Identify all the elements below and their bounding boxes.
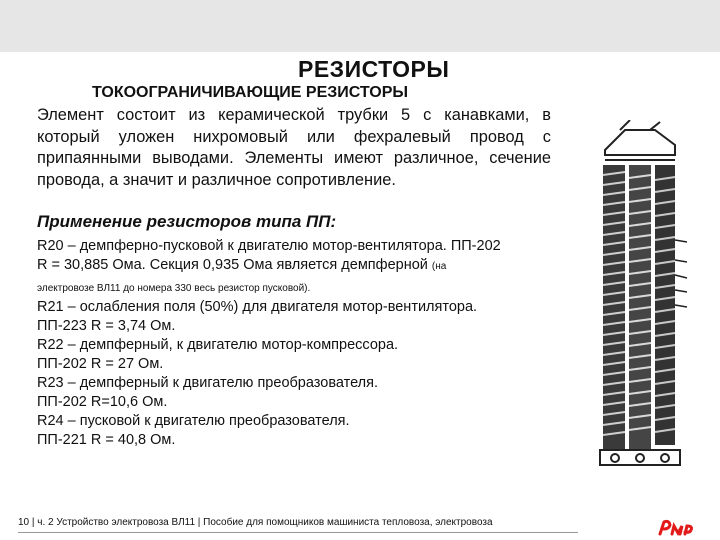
description-paragraph: Элемент состоит из керамической трубки 5 с канавками, в который уложен нихромовый или фехралевый провод с припаянными выводами. Элементы имеют различное, сечение провода, а значит и различное сопротивление. bbox=[37, 106, 551, 189]
footer-text: 10 | ч. 2 Устройство электровоза ВЛ11 | Пособие для помощников машиниста тепловоза, электровоза bbox=[18, 517, 493, 528]
list-item: ПП-202 R=10,6 Ом. bbox=[37, 394, 168, 410]
resistor-assembly-illustration bbox=[585, 120, 695, 470]
list-item: электровозе ВЛ11 до номера 330 весь резистор пусковой). bbox=[37, 283, 311, 294]
list-item-note: (на bbox=[431, 261, 447, 272]
section-subtitle: ТОКООГРАНИЧИВАЮЩИЕ РЕЗИСТОРЫ bbox=[92, 84, 409, 101]
list-item: ПП-223 R = 3,74 Ом. bbox=[37, 318, 176, 334]
footer-divider bbox=[18, 532, 578, 533]
resistor-tube-icon bbox=[603, 165, 625, 450]
application-heading: Применение резисторов типа ПП: bbox=[37, 212, 337, 231]
list-item: R22 – демпферный, к двигателю мотор-компрессора. bbox=[37, 337, 399, 353]
list-item: R24 – пусковой к двигателю преобразователя. bbox=[37, 413, 350, 429]
list-item: R23 – демпферный к двигателю преобразователя. bbox=[37, 375, 379, 391]
list-item: R20 – демпферно-пусковой к двигателю мотор-вентилятора. ПП-202 bbox=[37, 238, 501, 254]
rzd-logo-icon bbox=[657, 517, 695, 537]
list-item-text: R = 30,885 Ома. Секция 0,935 Ома является демпферной bbox=[37, 257, 428, 273]
application-list bbox=[37, 237, 577, 450]
list-item bbox=[37, 256, 577, 275]
list-item: ПП-221 R = 40,8 Ом. bbox=[37, 432, 176, 448]
list-item: R21 – ослабления поля (50%) для двигателя мотор-вентилятора. bbox=[37, 299, 478, 315]
top-band bbox=[0, 0, 720, 52]
list-item: ПП-202 R = 27 Ом. bbox=[37, 356, 164, 372]
page-title: РЕЗИСТОРЫ bbox=[298, 56, 450, 82]
